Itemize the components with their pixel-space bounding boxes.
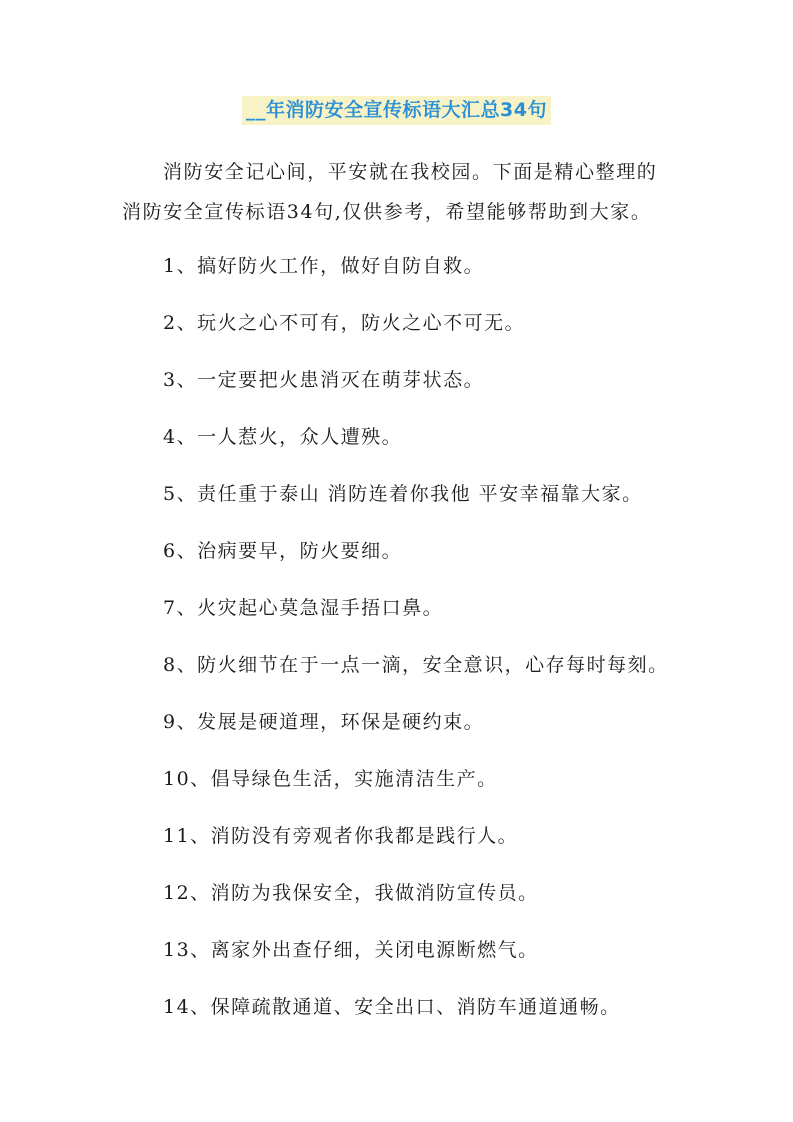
intro-line-1: 消防安全记心间，平安就在我校园。下面是精心整理的	[163, 161, 658, 183]
slogan-item: 8、防火细节在于一点一滴，安全意识，心存每时每刻。	[163, 654, 669, 676]
slogan-item: 6、治病要早，防火要细。	[163, 540, 403, 562]
slogan-item: 1、搞好防火工作，做好自防自救。	[163, 255, 485, 277]
slogan-item: 5、责任重于泰山 消防连着你我他 平安幸福靠大家。	[163, 483, 643, 505]
slogan-item: 10、倡导绿色生活，实施清洁生产。	[163, 768, 498, 790]
intro-line-2: 消防安全宣传标语34句,仅供参考，希望能够帮助到大家。	[122, 201, 652, 223]
slogan-item: 3、一定要把火患消灭在萌芽状态。	[163, 369, 485, 391]
intro-paragraph	[122, 152, 682, 232]
slogan-item: 13、离家外出查仔细，关闭电源断燃气。	[163, 939, 539, 961]
document-title: __年消防安全宣传标语大汇总34句	[242, 96, 551, 125]
slogan-item: 7、火灾起心莫急湿手捂口鼻。	[163, 597, 444, 619]
slogan-item: 4、一人惹火，众人遭殃。	[163, 426, 403, 448]
slogan-list	[163, 249, 763, 1047]
slogan-item: 12、消防为我保安全，我做消防宣传员。	[163, 882, 539, 904]
slogan-item: 2、玩火之心不可有，防火之心不可无。	[163, 312, 526, 334]
slogan-item: 14、保障疏散通道、安全出口、消防车通道通畅。	[163, 996, 621, 1018]
slogan-item: 11、消防没有旁观者你我都是践行人。	[163, 825, 519, 847]
slogan-item: 9、发展是硬道理，环保是硬约束。	[163, 711, 485, 733]
title-container	[0, 96, 793, 125]
